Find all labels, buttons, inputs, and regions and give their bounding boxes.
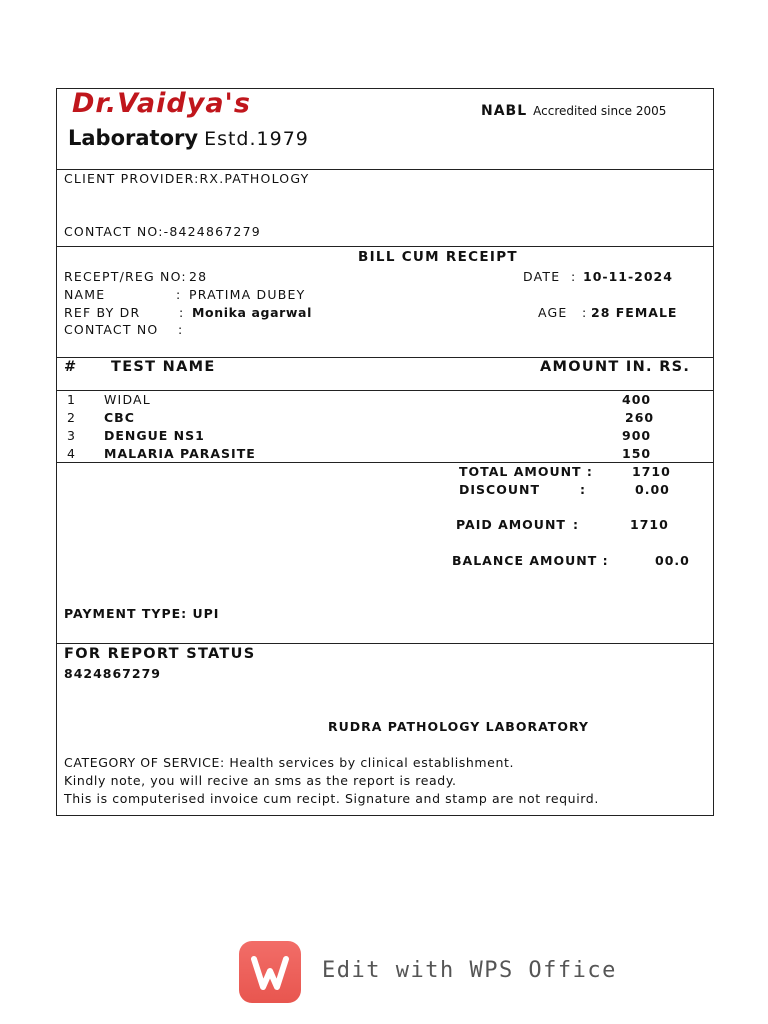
row-test: WIDAL bbox=[104, 392, 151, 407]
wps-logo-mark bbox=[239, 941, 301, 1003]
paid-label: PAID AMOUNT bbox=[456, 517, 566, 532]
row-number: 4 bbox=[67, 446, 77, 461]
sms-note: Kindly note, you will recive an sms as the report is ready. bbox=[64, 773, 457, 788]
lab-name-word: Laboratory bbox=[68, 126, 199, 150]
ref-label: REF BY DR bbox=[64, 305, 141, 320]
nabl-note: Accredited since 2005 bbox=[533, 104, 667, 118]
name-colon: : bbox=[176, 287, 182, 302]
service-category-note: CATEGORY OF SERVICE: Health services by clinical establishment. bbox=[64, 755, 515, 770]
ref-colon: : bbox=[179, 305, 185, 320]
edit-with-wps-link[interactable]: Edit with WPS Office bbox=[322, 958, 617, 983]
date-colon: : bbox=[571, 269, 577, 284]
reg-value: 28 bbox=[189, 269, 208, 284]
receipt-title: BILL CUM RECEIPT bbox=[358, 249, 518, 265]
age-label: AGE bbox=[538, 305, 568, 320]
ref-value: Monika agarwal bbox=[192, 305, 312, 320]
lab-name-line2 bbox=[68, 126, 309, 150]
computerised-note: This is computerised invoice cum recipt. Signature and stamp are not requird. bbox=[64, 791, 599, 806]
contact-label: CONTACT NO bbox=[64, 322, 159, 337]
divider bbox=[56, 169, 714, 170]
row-amount: 400 bbox=[622, 392, 652, 407]
report-status-heading: FOR REPORT STATUS bbox=[64, 646, 256, 662]
contact-colon: : bbox=[178, 322, 184, 337]
nabl-accreditation bbox=[481, 103, 666, 119]
divider bbox=[56, 462, 714, 463]
established-year: Estd.1979 bbox=[204, 128, 309, 150]
row-amount: 900 bbox=[622, 428, 652, 443]
col-test-header: TEST NAME bbox=[111, 359, 216, 375]
total-value: 1710 bbox=[632, 464, 671, 479]
divider bbox=[56, 643, 714, 644]
payment-type: PAYMENT TYPE: UPI bbox=[64, 606, 220, 621]
client-provider: CLIENT PROVIDER:RX.PATHOLOGY bbox=[64, 171, 310, 186]
paid-value: 1710 bbox=[630, 517, 669, 532]
row-amount: 150 bbox=[622, 446, 652, 461]
balance-value: 00.0 bbox=[655, 553, 690, 568]
name-value: PRATIMA DUBEY bbox=[189, 287, 306, 302]
paid-colon: : bbox=[573, 517, 579, 532]
divider bbox=[56, 246, 714, 247]
divider bbox=[56, 357, 714, 358]
age-value: 28 FEMALE bbox=[591, 305, 678, 320]
report-phone: 8424867279 bbox=[64, 666, 161, 681]
lab-name-line1: Dr.Vaidya's bbox=[72, 88, 251, 119]
discount-colon: : bbox=[580, 482, 586, 497]
date-label: DATE bbox=[523, 269, 561, 284]
row-test: CBC bbox=[104, 410, 135, 425]
reg-label: RECEPT/REG NO: bbox=[64, 269, 187, 284]
footer-lab-name: RUDRA PATHOLOGY LABORATORY bbox=[328, 719, 589, 734]
discount-value: 0.00 bbox=[635, 482, 670, 497]
col-amount-header: AMOUNT IN. RS. bbox=[540, 359, 691, 375]
row-number: 2 bbox=[67, 410, 77, 425]
wps-logo-icon[interactable] bbox=[239, 941, 301, 1003]
age-colon: : bbox=[582, 305, 588, 320]
row-test: MALARIA PARASITE bbox=[104, 446, 256, 461]
total-label: TOTAL AMOUNT : bbox=[459, 464, 593, 479]
nabl-label: NABL bbox=[481, 103, 528, 119]
divider bbox=[56, 390, 714, 391]
name-label: NAME bbox=[64, 287, 106, 302]
balance-label: BALANCE AMOUNT : bbox=[452, 553, 609, 568]
row-number: 3 bbox=[67, 428, 77, 443]
date-value: 10-11-2024 bbox=[583, 269, 673, 284]
row-test: DENGUE NS1 bbox=[104, 428, 205, 443]
discount-label: DISCOUNT bbox=[459, 482, 540, 497]
row-amount: 260 bbox=[625, 410, 655, 425]
row-number: 1 bbox=[67, 392, 77, 407]
col-num-header: # bbox=[64, 359, 78, 375]
client-contact: CONTACT NO:-8424867279 bbox=[64, 224, 261, 239]
